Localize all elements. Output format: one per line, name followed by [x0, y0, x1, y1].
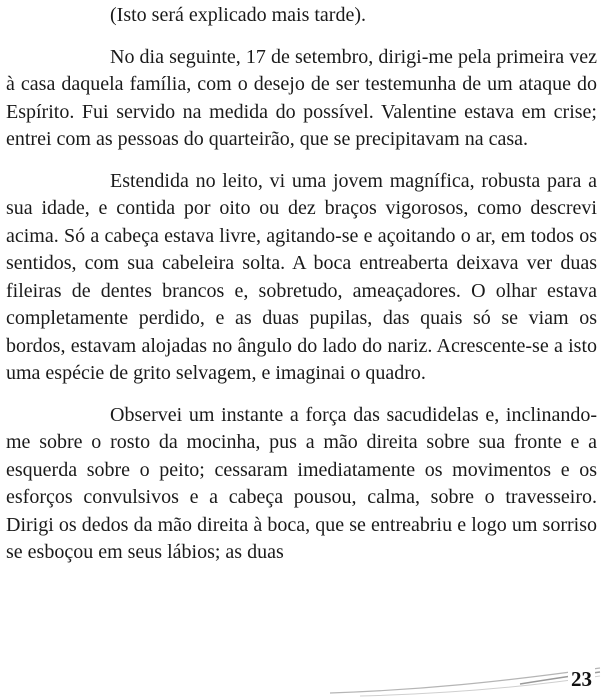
page-body — [6, 0, 597, 697]
continuation-line: (Isto será explicado mais tarde). — [110, 4, 367, 26]
page-number: 23 — [568, 667, 595, 692]
paragraph-3: Observei um instante a força das sacudidelas e, inclinando-me sobre o rosto da mocinha, pus a mão direita sobre sua fronte e a esquerda sobre o peito; cessaram imediatamente os movimentos e os esforços convulsivos e a cabeça pousou, calma, sobre o travesseiro. Dirigi os dedos da mão direita à boca, que se entreabriu e logo um sorriso se esboçou em seus lábios; as duas — [6, 403, 597, 563]
paragraph-2: Estendida no leito, vi uma jovem magnífica, robusta para a sua idade, e contida por oito ou dez braços vigorosos, como descrevi acima. Só a cabeça estava livre, agitando-se e açoitando o ar, em todos os sentidos, com sua cabeleira solta. A boca entreaberta deixava ver duas fileiras de dentes brancos e, sobretudo, ameaçadores. O olhar estava completamente perdido, e as duas pupilas, das quais só se viam os bordos, estavam alojadas no ângulo do lado do nariz. Acrescente-se a isto uma espécie de grito selvagem, e imaginai o quadro. — [6, 169, 597, 384]
paragraph-1: No dia seguinte, 17 de setembro, dirigi-me pela primeira vez à casa daquela família, com o desejo de ser testemunha de um ataque do Espírito. Fui servido na medida do possível. Valentine estava em crise; entrei com as pessoas do quarteirão, que se precipitavam na casa. — [6, 45, 597, 150]
